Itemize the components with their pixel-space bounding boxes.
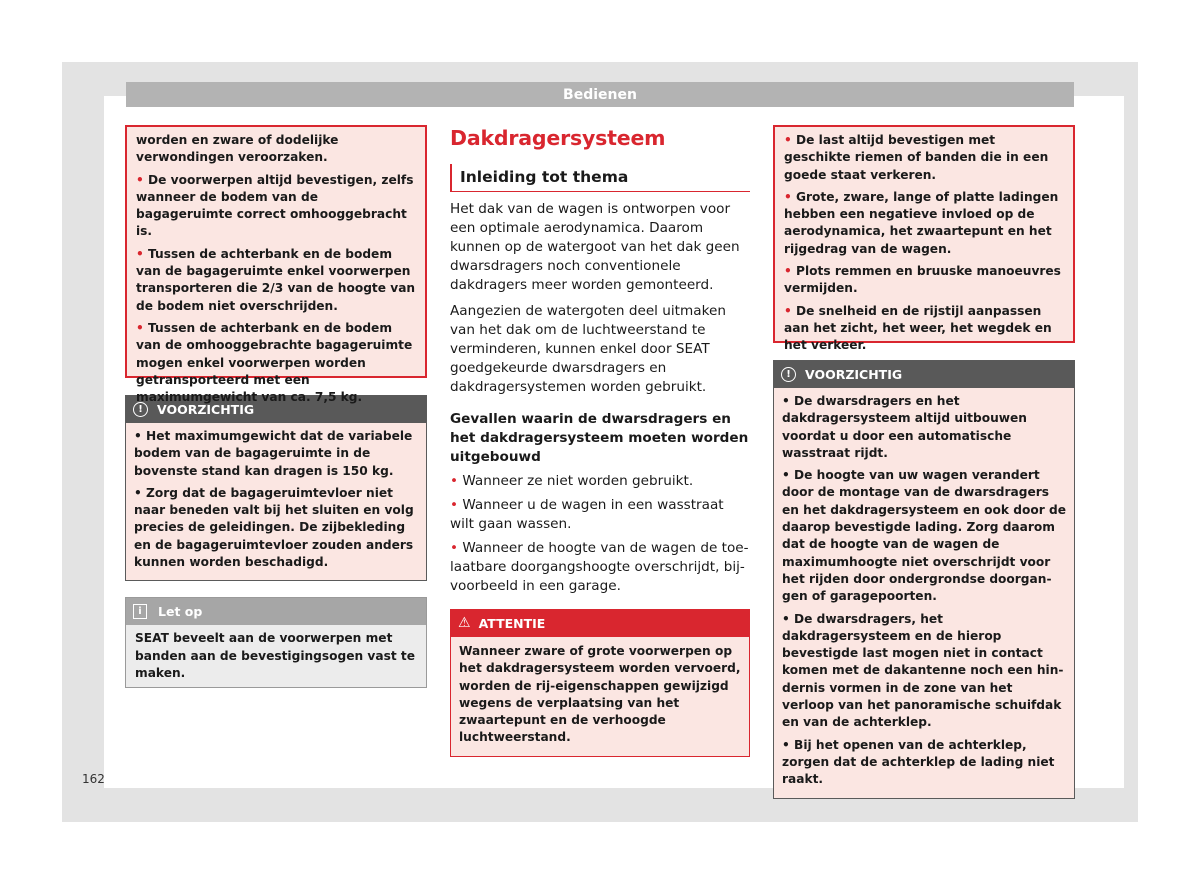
intro-paragraph: Het dak van de wagen is ontworpen voor een optimale aerodynamica. Daarom kunnen op de watergoot van het dak geen dwarsdragers noch conventionele dakdragers meer worden gemonteerd. bbox=[450, 201, 740, 293]
attention-body bbox=[451, 637, 749, 756]
bullet-icon: • bbox=[784, 303, 797, 318]
caution-body bbox=[126, 423, 426, 580]
bullet-icon: • bbox=[782, 611, 795, 626]
caution-item: • De dwarsdragers, het dakdragersysteem en de hierop bevestigde last mogen niet in contact komen met de dakantenne noch een hindernis vormen in de zone van het verloop van het panoramische schuifdak en van de achterklep. bbox=[782, 611, 1064, 730]
attention-item: • De last altijd bevestigen met geschikte riemen of banden die in een goede staat verkeren. bbox=[784, 133, 1049, 182]
page-number: 162 bbox=[82, 772, 105, 786]
exclamation-circle-icon: ! bbox=[781, 367, 796, 382]
caution-title: VOORZICHTIG bbox=[805, 367, 903, 382]
bullet-icon: • bbox=[136, 172, 149, 187]
attention-item: • Grote, zware, lange of platte ladingen hebben een negatieve invloed op de aerodynamica, het zwaartepunt en het rijgedrag van de wagen. bbox=[784, 189, 1059, 256]
attention-continuation-box bbox=[773, 125, 1075, 353]
attention-item: • Plots remmen en bruuske manoeuvres vermijden. bbox=[784, 264, 1061, 296]
tip-box bbox=[125, 597, 427, 688]
bullet-icon: • bbox=[134, 485, 147, 500]
caution-item: • Zorg dat de bagageruimtevloer niet naar beneden valt bij het sluiten en volg precies de geleidingen. De zijbekleding en de bagageruimtevloer zouden anders kunnen worden beschadigd. bbox=[134, 485, 414, 570]
caution-title: VOORZICHTIG bbox=[157, 402, 255, 417]
warning-item: • De voorwerpen altijd bevestigen, zelfs wanneer de bodem van de bagageruimte correct omhooggebracht is. bbox=[136, 172, 414, 239]
warning-triangle-icon: ⚠ bbox=[458, 615, 471, 631]
list-item: • Wanneer ze niet worden gebruikt. bbox=[450, 473, 694, 489]
warning-continuation-box bbox=[125, 125, 427, 405]
bullet-icon: • bbox=[784, 264, 797, 279]
column-left bbox=[125, 125, 427, 688]
bullet-icon: • bbox=[450, 497, 463, 513]
bullet-icon: • bbox=[450, 540, 463, 556]
subsection-title: Inleiding tot thema bbox=[450, 164, 750, 192]
caution-header bbox=[774, 361, 1074, 388]
section-title: Dakdragersysteem bbox=[450, 126, 666, 150]
warning-text: worden en zware of dodelijke verwondingen veroorzaken. bbox=[136, 133, 339, 165]
column-middle bbox=[450, 125, 750, 757]
warning-item: • Tussen de achterbank en de bodem van de omhooggebrachte bagageruimte mogen enkel voorwerpen worden getransporteerd met een maximumgewicht van ca. 7,5 kg. bbox=[136, 320, 413, 405]
caution-item: • De dwarsdragers en het dakdragersysteem altijd uitbouwen voordat u door een automatische wasstraat rijdt. bbox=[782, 394, 1027, 460]
bullet-icon: • bbox=[782, 468, 795, 483]
attention-box bbox=[450, 609, 750, 757]
bullet-icon: • bbox=[782, 737, 795, 752]
tip-body bbox=[126, 625, 426, 687]
bullet-icon: • bbox=[784, 189, 797, 204]
caution-item: • Het maximumgewicht dat de variabele bodem van de bagageruimte in de bovenste stand kan dragen is 150 kg. bbox=[134, 429, 413, 478]
list-item: • Wanneer u de wagen in een wasstraat wilt gaan wassen. bbox=[450, 497, 724, 532]
intro-paragraph: Aangezien de watergoten deel uitmaken van het dak om de luchtweerstand te verminderen, kunnen enkel door SEAT goedgekeurde dwarsdragers en dakdragersystemen worden gebruikt. bbox=[450, 303, 726, 395]
caution-item: • Bij het openen van de achterklep, zorgen dat de achterklep de lading niet raakt. bbox=[782, 737, 1055, 787]
info-icon: i bbox=[133, 604, 147, 619]
attention-title: ATTENTIE bbox=[478, 616, 546, 631]
caution-body bbox=[774, 388, 1074, 798]
attention-text: Wanneer zware of grote voorwerpen op het dakdragersysteem worden vervoerd, worden de rij-eigenschappen gewijzigd wegens de verplaatsing van het zwaartepunt en de verhoogde luchtweerstand. bbox=[459, 644, 741, 745]
caution-item: • De hoogte van uw wagen verandert door de montage van de dwarsdragers en het dakdragersysteem en ook door de daarop bevestigde lading. Zorg daarom dat de hoogte van de wagen de maximumhoogte niet overschrijdt voor het rijden door ondergrondse doorgangen of garagepoorten. bbox=[782, 468, 1066, 604]
attention-header bbox=[451, 610, 749, 637]
list-item: • Wanneer de hoogte van de wagen de toelaatbare doorgangshoogte overschrijdt, bijvoorbeeld in een garage. bbox=[450, 540, 749, 594]
attention-item: • De snelheid en de rijstijl aanpassen aan het zicht, het weer, het wegdek en het verkeer. bbox=[784, 303, 1052, 353]
exclamation-circle-icon: ! bbox=[133, 402, 148, 417]
bullet-icon: • bbox=[782, 394, 795, 408]
cases-heading: Gevallen waarin de dwarsdragers en het dakdragersysteem moeten worden uitgebouwd bbox=[450, 411, 749, 465]
bullet-icon: • bbox=[136, 320, 149, 335]
bullet-icon: • bbox=[784, 133, 797, 147]
tip-title: Let op bbox=[158, 604, 203, 620]
caution-box bbox=[125, 395, 427, 581]
caution-box bbox=[773, 360, 1075, 799]
warning-item: • Tussen de achterbank en de bodem van de bagageruimte enkel voorwerpen transporteren die 2/3 van de hoogte van de bodem niet overschrijden. bbox=[136, 246, 416, 313]
bullet-icon: • bbox=[450, 473, 463, 489]
chapter-header: Bedienen bbox=[126, 82, 1074, 107]
column-right bbox=[773, 125, 1075, 799]
tip-header bbox=[126, 598, 426, 625]
bullet-icon: • bbox=[136, 246, 149, 261]
tip-text: SEAT beveelt aan de voorwerpen met banden aan de bevestigingsogen vast te maken. bbox=[135, 631, 416, 680]
bullet-icon: • bbox=[134, 429, 147, 443]
